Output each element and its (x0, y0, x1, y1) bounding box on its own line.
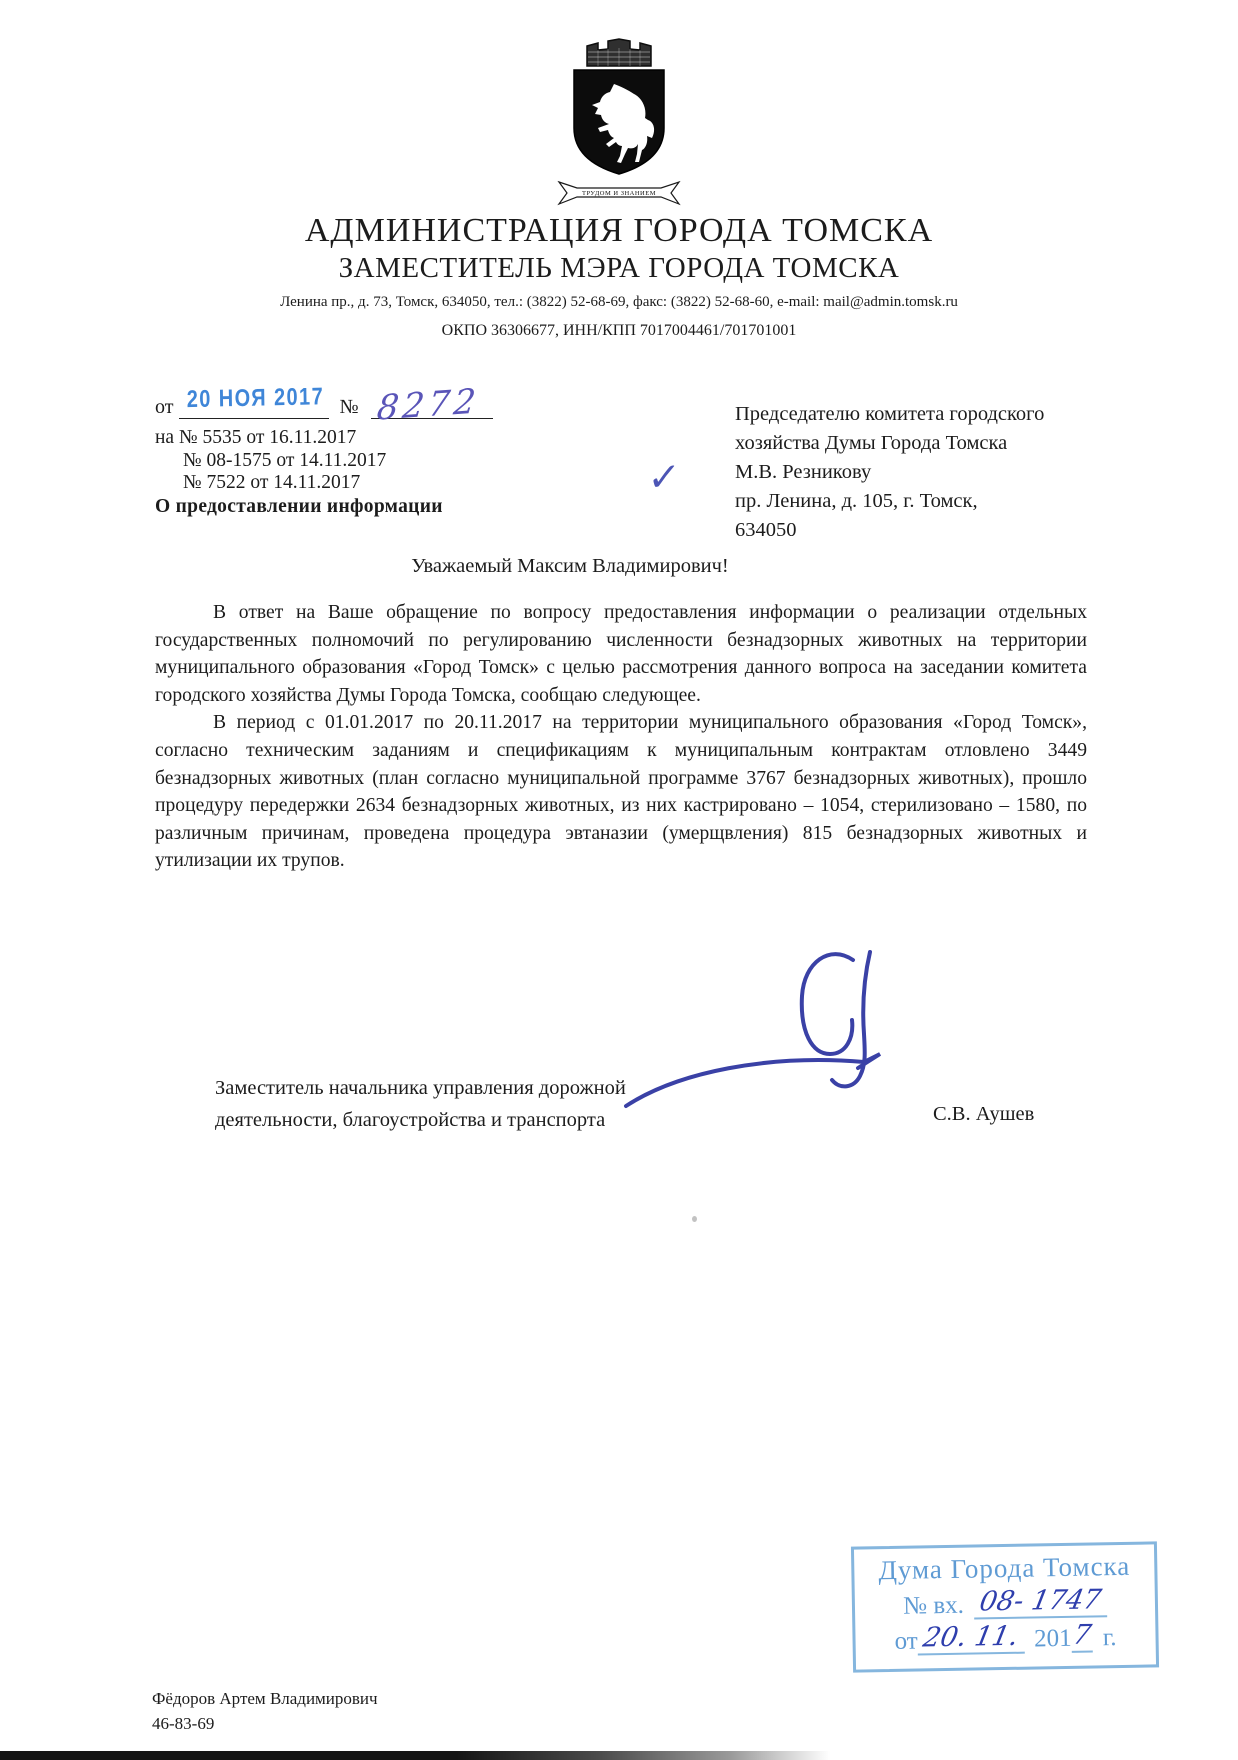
department-name: ЗАМЕСТИТЕЛЬ МЭРА ГОРОДА ТОМСКА (338, 252, 900, 284)
letter-body (155, 599, 1087, 875)
recipient-line: М.В. Резникову (735, 461, 872, 483)
recipient-line: хозяйства Думы Города Томска (735, 432, 1008, 454)
executor-phone: 46-83-69 (152, 1714, 215, 1733)
handwritten-signature (608, 942, 928, 1117)
stamp-year-suffix: г. (1102, 1624, 1117, 1652)
recipient-block (735, 400, 1044, 545)
motto-ribbon (559, 182, 679, 204)
signer-name: С.В. Аушев (933, 1103, 1035, 1125)
stamp-number-label: № вх. (903, 1591, 965, 1620)
recipient-line: пр. Ленина, д. 105, г. Томск, (735, 490, 978, 512)
crown-icon (587, 39, 651, 66)
body-paragraph: В ответ на Ваше обращение по вопросу предоставления информации о реализации отдельных государственных полномочий по регулированию численности безнадзорных животных на территории муниципального образования «Город Томск» с целью рассмотрения данного вопроса на заседании комитета городского хозяйства Думы Города Томска, сообщаю следующее. (155, 602, 1087, 706)
stamp-handwritten-year-digit: 7 (1070, 1619, 1094, 1651)
signer-position-line: деятельности, благоустройства и транспорта (215, 1109, 606, 1131)
reference-row (155, 381, 493, 429)
in-reply-to-line: на № 5535 от 16.11.2017 (155, 427, 357, 448)
stamp-org-name: Дума Города Томска (878, 1550, 1131, 1586)
number-blank-line (371, 381, 493, 429)
in-reply-to-line: № 08-1575 от 14.11.2017 (183, 450, 387, 471)
motto-text: ТРУДОМ И ЗНАНИЕМ (581, 190, 657, 197)
executor-name: Фёдоров Артем Владимирович (152, 1689, 378, 1708)
organization-name: АДМИНИСТРАЦИЯ ГОРОДА ТОМСКА (304, 212, 934, 249)
stamp-date-label: от (894, 1627, 918, 1655)
date-received-stamp: 20 НОЯ 2017 (187, 383, 325, 413)
handwritten-checkmark-icon: ✓ (646, 453, 682, 501)
signer-position (215, 1072, 626, 1136)
scan-speck (692, 1216, 697, 1222)
letterhead-codes: ОКПО 36306677, ИНН/КПП 7017004461/701701001 (441, 322, 797, 339)
tomsk-coat-of-arms (534, 28, 704, 206)
executor-footer (152, 1686, 378, 1736)
recipient-line: 634050 (735, 519, 797, 541)
body-paragraph: В период с 01.01.2017 по 20.11.2017 на территории муниципального образования «Город Томск», согласно техническим заданиям и спецификациям к муниципальным контрактам отловлено 3449 безнадзорных животных (план согласно муниципальной программе 3767 безнадзорных животных), прошло процедуру передержки 2634 безнадзорных животных, из них кастрировано – 1054, стерилизовано – 1580, по различным причинам, проведена процедура эвтаназии (умерщвления) 815 безнадзорных животных и утилизации их трупов. (155, 712, 1087, 872)
from-label: от (155, 396, 174, 418)
incoming-registration-stamp (851, 1541, 1159, 1672)
stamp-handwritten-number: 08- 1747 (976, 1584, 1104, 1618)
in-reply-to-line: № 7522 от 14.11.2017 (183, 472, 361, 493)
date-blank-line (179, 383, 329, 419)
handwritten-outgoing-number: 8272 (374, 381, 482, 429)
subject-line: О предоставлении информации (155, 496, 443, 517)
signer-position-line: Заместитель начальника управления дорожной (215, 1077, 626, 1099)
salutation: Уважаемый Максим Владимирович! (411, 555, 729, 577)
stamp-year-printed: 201 (1033, 1624, 1072, 1653)
shield-icon (574, 70, 664, 174)
stamp-handwritten-date: 20. 11. (920, 1620, 1022, 1654)
letterhead-address: Ленина пр., д. 73, Томск, 634050, тел.: (3822) 52-68-69, факс: (3822) 52-68-60, e-mail: mail@admin.tomsk.ru (280, 294, 958, 310)
scan-artifact-strip (0, 1751, 830, 1760)
recipient-line: Председателю комитета городского (735, 403, 1045, 425)
number-label: № (339, 396, 359, 418)
